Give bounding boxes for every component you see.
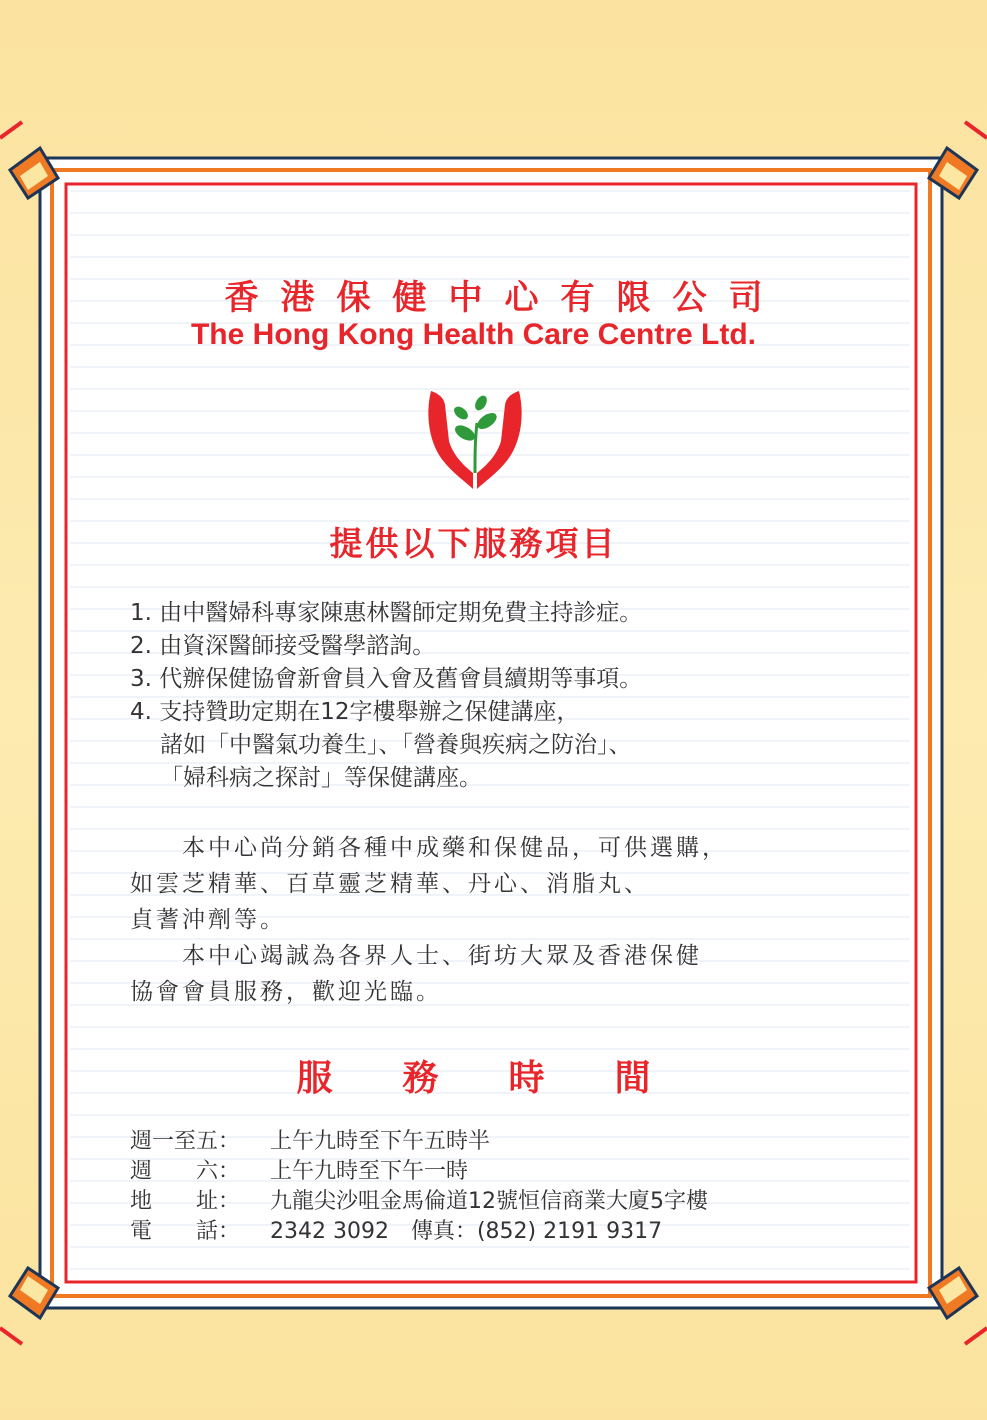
info-value: 九龍尖沙咀金馬倫道12號恒信商業大廈5字樓 [270, 1189, 708, 1214]
info-value: 上午九時至下午一時 [270, 1159, 469, 1184]
products-paragraph [130, 830, 830, 938]
info-label: 週一至五： [130, 1129, 241, 1154]
info-row-saturday [130, 1157, 708, 1187]
info-label: 電 話： [130, 1219, 241, 1244]
info-label: 週 六： [130, 1159, 241, 1184]
paragraph-line: 貞蓍沖劑等。 [130, 907, 286, 933]
info-row-phone [130, 1217, 708, 1247]
service-item-3: 3. 代辦保健協會新會員入會及舊會員續期等事項。 [130, 666, 643, 692]
welcome-paragraph [130, 938, 830, 1010]
info-row-address [130, 1187, 708, 1217]
service-item-2: 2. 由資深醫師接受醫學諮詢。 [130, 633, 436, 659]
contact-info [130, 1127, 708, 1247]
service-item-1: 1. 由中醫婦科專家陳惠林醫師定期免費主持診症。 [130, 600, 643, 626]
paragraph-line: 本中心竭誠為各界人士、街坊大眾及香港保健 [130, 943, 702, 969]
paragraph-line: 協會會員服務，歡迎光臨。 [130, 979, 442, 1005]
services-heading: 提供以下服務項目 [329, 524, 618, 563]
info-value: 2342 3092 傳真：(852) 2191 9317 [270, 1219, 663, 1244]
info-label: 地 址： [130, 1189, 241, 1214]
info-value: 上午九時至下午五時半 [270, 1129, 491, 1154]
paragraph-line: 本中心尚分銷各種中成藥和保健品，可供選購， [130, 835, 728, 861]
paragraph-line: 如雲芝精華、百草靈芝精華、丹心、消脂丸、 [130, 871, 650, 897]
service-item-4-continued: 「婦科病之探討」等保健講座。 [160, 765, 482, 791]
info-row-weekdays [130, 1127, 708, 1157]
service-item-4-continued: 諸如「中醫氣功養生」、「營養與疾病之防治」、 [160, 732, 632, 758]
hours-heading: 服務時間 [296, 1058, 721, 1099]
service-item-4: 4. 支持贊助定期在12字樓舉辦之保健講座， [130, 699, 580, 725]
services-list [130, 597, 830, 795]
company-name-english: The Hong Kong Health Care Centre Ltd. [190, 318, 757, 351]
company-name-chinese: 香港保健中心有限公司 [224, 278, 785, 318]
